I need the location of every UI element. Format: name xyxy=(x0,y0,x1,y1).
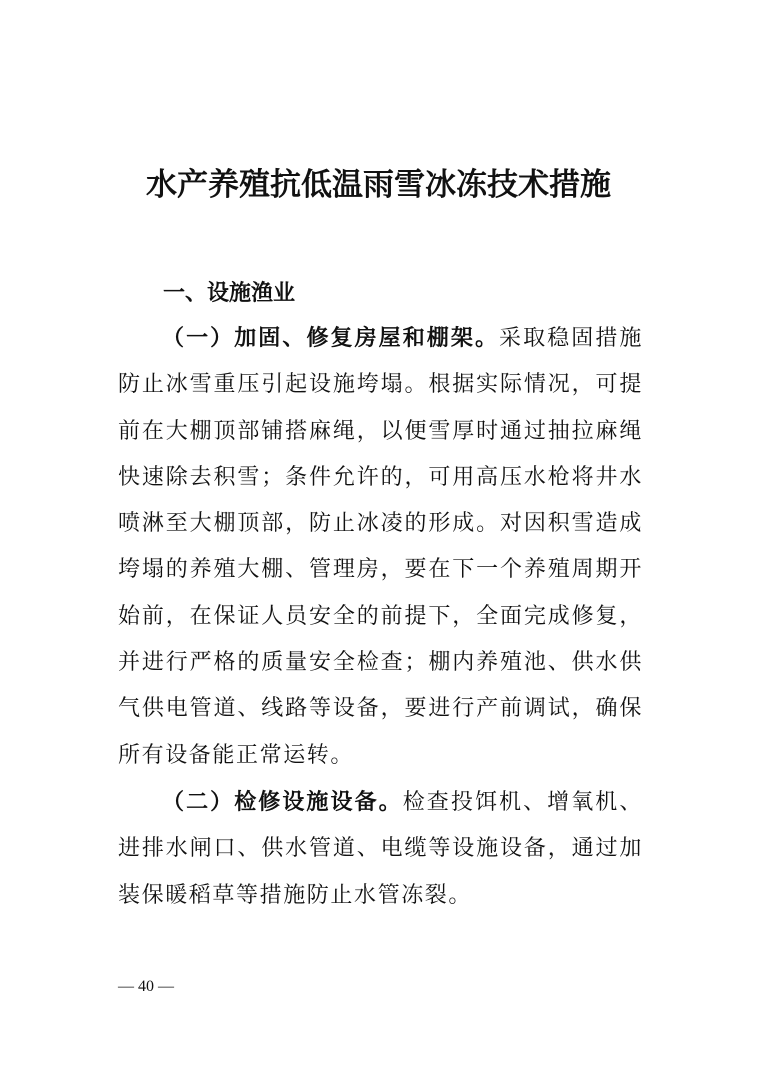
paragraph-text: 检查投饵机、增氧机、进排水闸口、供水管道、电缆等设施设备，通过加装保暖稻草等措施防止水管冻裂。 xyxy=(118,789,643,908)
paragraph-lead: （一）加固、修复房屋和棚架。 xyxy=(162,325,500,351)
paragraph-reinforce-repair xyxy=(118,315,643,779)
section-heading: 一、设施渔业 xyxy=(163,281,296,306)
paragraph-inspect-equipment xyxy=(118,779,643,919)
paragraph-text: 采取稳固措施防止冰雪重压引起设施垮塌。根据实际情况，可提前在大棚顶部铺搭麻绳，以便雪厚时通过抽拉麻绳快速除去积雪；条件允许的，可用高压水枪将井水喷淋至大棚顶部，防止冰凌的形成。对因积雪造成垮塌的养殖大棚、管理房，要在下一个养殖周期开始前，在保证人员安全的前提下，全面完成修复，并进行严格的质量安全检查；棚内养殖池、供水供气供电管道、线路等设备，要进行产前调试，确保所有设备能正常运转。 xyxy=(118,326,643,768)
document-title: 水产养殖抗低温雨雪冰冻技术措施 xyxy=(146,167,611,203)
page-number: — 40 — xyxy=(118,978,174,995)
body-text xyxy=(118,315,643,919)
paragraph-lead: （二）检修设施设备。 xyxy=(162,788,403,815)
